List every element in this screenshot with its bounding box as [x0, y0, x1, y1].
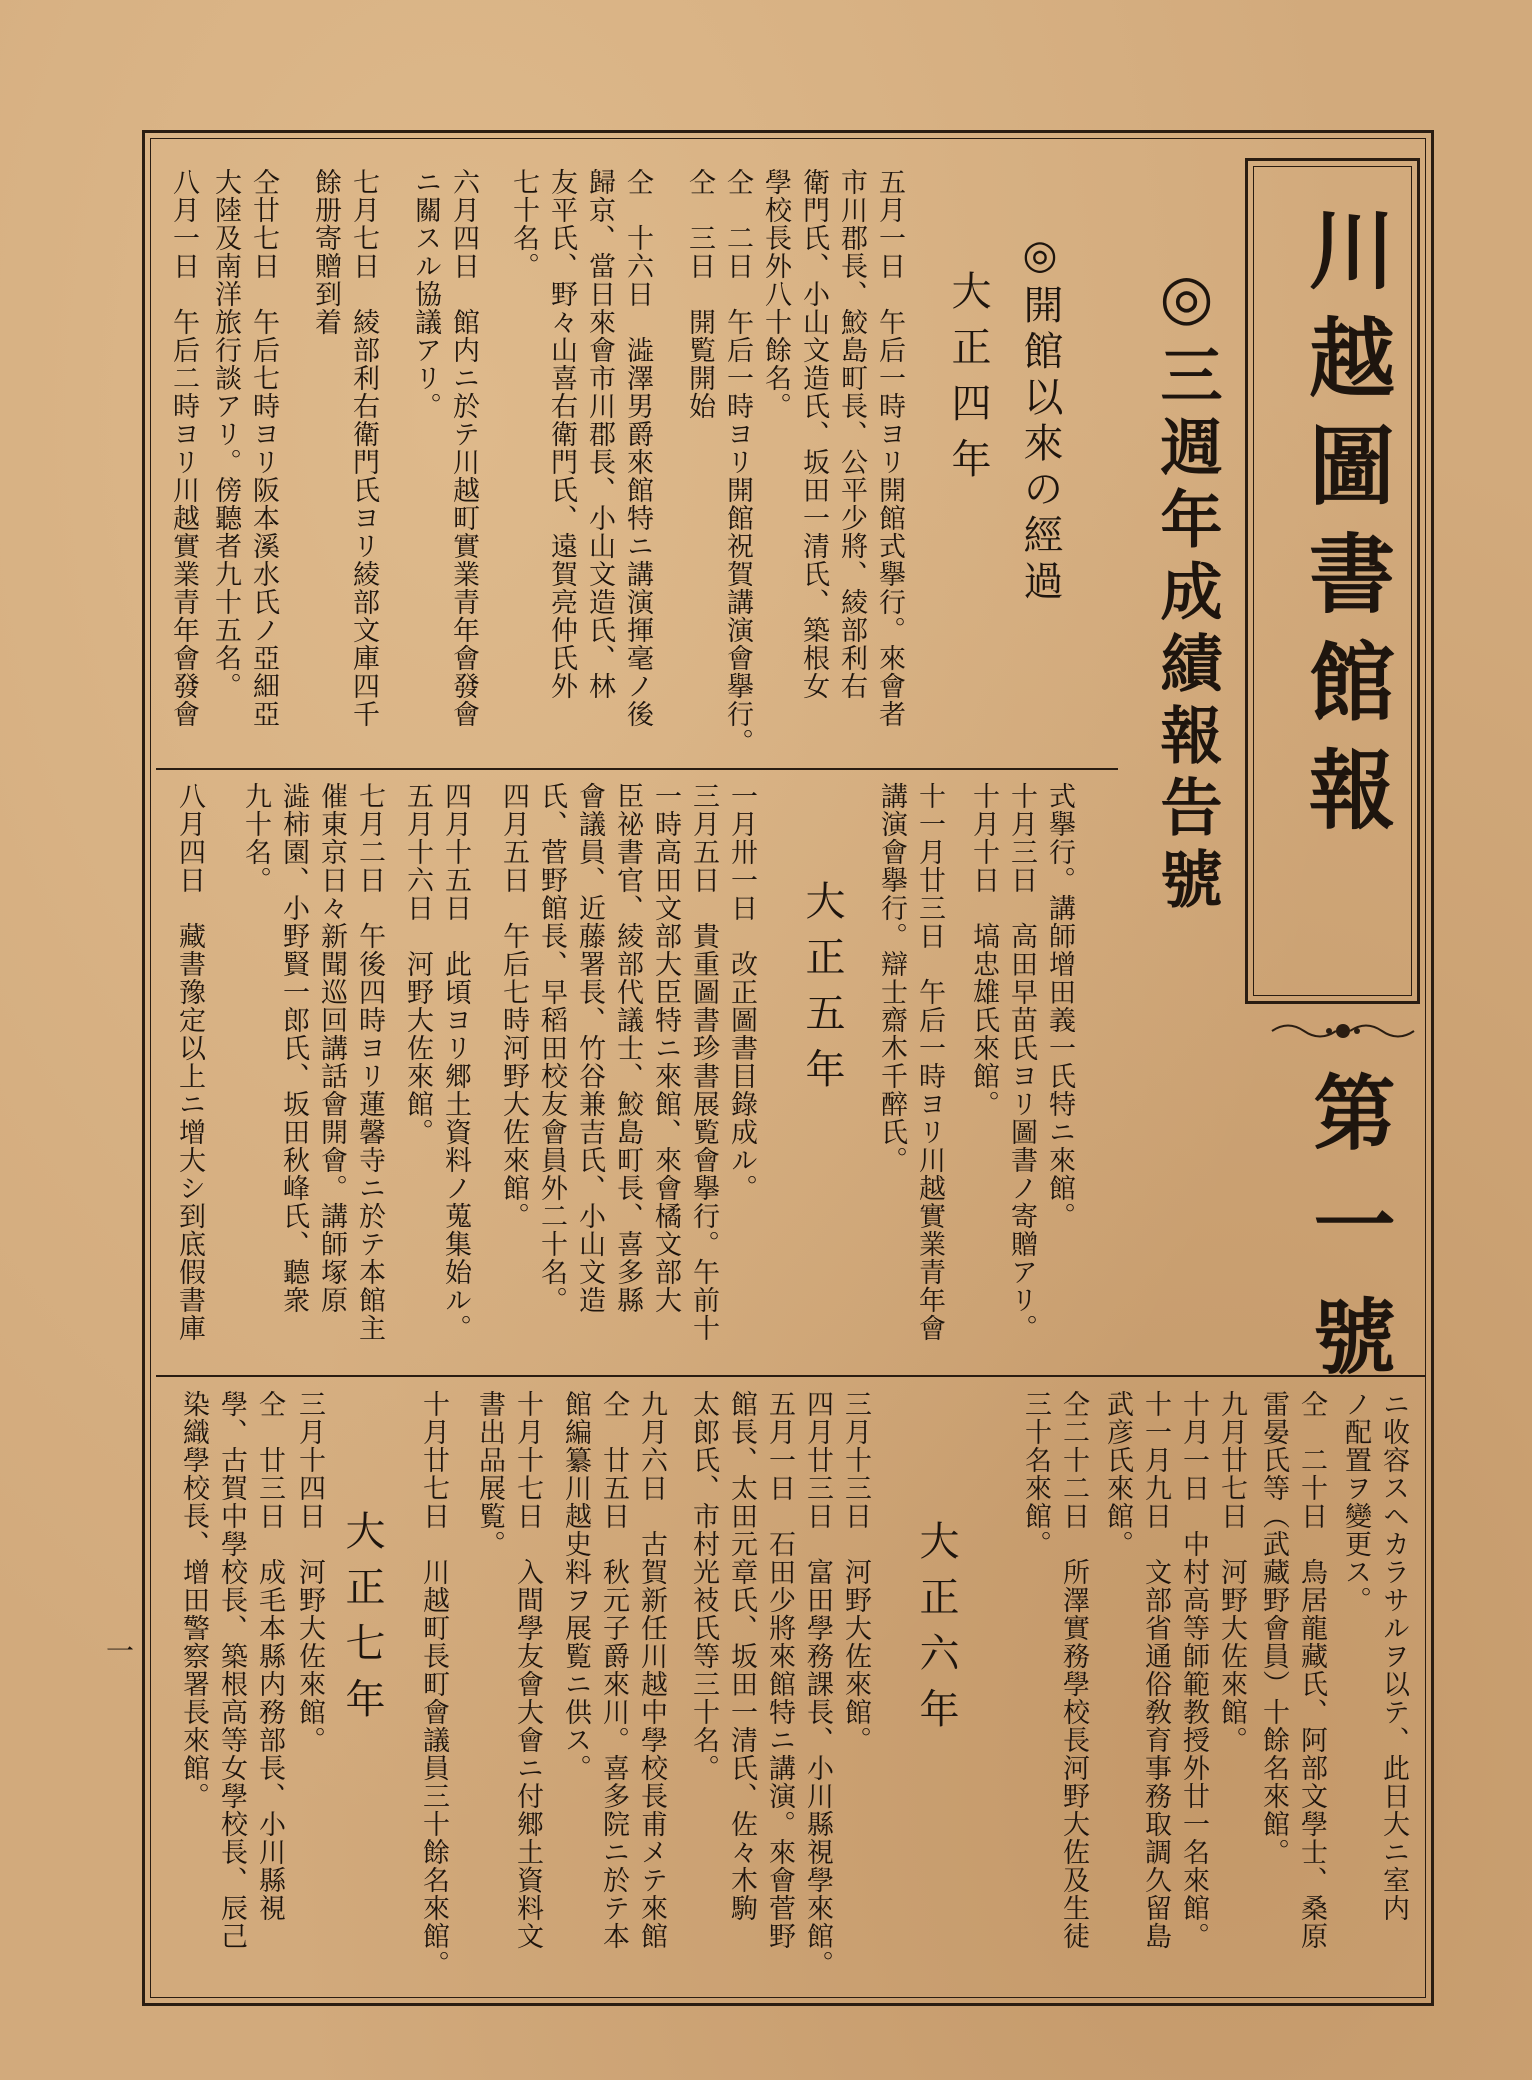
- entry-line: 學校長外八十餘名。: [760, 168, 791, 420]
- entry-line: 三十名來館。: [1020, 1390, 1051, 1558]
- divider-lower: [156, 1375, 1426, 1377]
- entry-line: 九十名。: [240, 782, 271, 894]
- entry-line: 八月一日 午后二時ヨリ川越實業青年會發會: [168, 168, 199, 728]
- entry-line: 仝二十二日 所澤實務學校長河野大佐及生徒: [1058, 1390, 1089, 1950]
- entry-line: 衛門氏、小山文造氏、坂田一清氏、築根女: [798, 168, 829, 700]
- entry-line: 大陸及南洋旅行談アリ。傍聽者九十五名。: [210, 168, 241, 700]
- entry-line: 臣祕書官、綾部代議士、鮫島町長、喜多縣: [612, 782, 643, 1314]
- entry-line: 六月四日 館内ニ於テ川越町實業青年會發會: [448, 168, 479, 728]
- entry-line: 仝 廿三日 成毛本縣内務部長、小川縣視: [254, 1390, 285, 1922]
- entry-line: 雷晏氏等（武藏野會員）十餘名來館。: [1258, 1390, 1289, 1866]
- entry-line: 三月十四日 河野大佐來館。: [294, 1390, 325, 1754]
- entry-line: 書出品展覧。: [474, 1390, 505, 1558]
- entry-line: 十一月九日 文部省通俗敎育事務取調久留島: [1140, 1390, 1171, 1950]
- entry-line: 九月廿七日 河野大佐來館。: [1216, 1390, 1247, 1754]
- ornament-divider: [1268, 1018, 1418, 1044]
- entry-line: 講演會擧行。辯士齋木千醉氏。: [876, 782, 907, 1174]
- entry-line: 五月一日 石田少將來館特ニ講演。來會菅野: [764, 1390, 795, 1950]
- entry-line: ニ收容スヘカラサルヲ以テ、此日大ニ室内: [1378, 1390, 1409, 1922]
- entry-line: 仝 三日 開覧開始: [684, 168, 715, 420]
- entry-line: 餘册寄贈到着: [310, 168, 341, 336]
- entry-line: 太郎氏、市村光衼氏等三十名。: [688, 1390, 719, 1782]
- year-heading-taisho-4: 大正四年: [945, 270, 991, 494]
- year-heading-taisho-5: 大正五年: [799, 880, 845, 1104]
- entry-line: 歸京、當日來會市川郡長、小山文造氏、林: [584, 168, 615, 700]
- entry-line: 市川郡長、鮫島町長、公平少將、綾部利右: [836, 168, 867, 700]
- entry-line: 式擧行。講師增田義一氏特ニ來館。: [1044, 782, 1075, 1230]
- entry-line: 催東京日々新聞巡回講話會開會。講師塚原: [316, 782, 347, 1314]
- entry-line: 仝 廿五日 秋元子爵來川。喜多院ニ於テ本: [598, 1390, 629, 1950]
- entry-line: 染織學校長、增田警察署長來館。: [178, 1390, 209, 1810]
- entry-line: 八月四日 藏書豫定以上ニ增大シ到底假書庫: [174, 782, 205, 1342]
- entry-line: 七十名。: [508, 168, 539, 280]
- divider-upper: [156, 768, 1118, 770]
- entry-line: 七月七日 綾部利右衛門氏ヨリ綾部文庫四千: [348, 168, 379, 728]
- feature-headline: ◎三週年成績報告號: [1150, 260, 1223, 919]
- entry-line: 一月卅一日 改正圖書目錄成ル。: [726, 782, 757, 1202]
- entry-line: 武彦氏來館。: [1102, 1390, 1133, 1558]
- entry-line: 三月五日 貴重圖書珍書展覧會擧行。午前十: [688, 782, 719, 1342]
- entry-line: 友平氏、野々山喜右衛門氏、遠賀亮仲氏外: [546, 168, 577, 700]
- feature-subheadline: ◎開館以來の經過: [1017, 232, 1063, 606]
- entry-line: 館長、太田元章氏、坂田一清氏、佐々木駒: [726, 1390, 757, 1922]
- entry-line: 四月廿三日 富田學務課長、小川縣視學來館。: [802, 1390, 833, 1978]
- entry-line: 仝 十六日 澁澤男爵來館特ニ講演揮毫ノ後: [622, 168, 653, 728]
- masthead-title: 川越圖書館報: [1294, 205, 1395, 853]
- entry-line: 館編纂川越史料ヲ展覧ニ供ス。: [560, 1390, 591, 1782]
- entry-line: 四月十五日 此頃ヨリ郷土資料ノ蒐集始ル。: [440, 782, 471, 1342]
- entry-line: 五月十六日 河野大佐來館。: [402, 782, 433, 1146]
- entry-line: 十月三日 高田早苗氏ヨリ圖書ノ寄贈アリ。: [1006, 782, 1037, 1342]
- entry-line: 氏、菅野館長、早稻田校友會員外二十名。: [536, 782, 567, 1314]
- entry-line: 十月一日 中村高等師範教授外廿一名來館。: [1178, 1390, 1209, 1950]
- entry-line: 九月六日 古賀新任川越中學校長甫メテ來館: [636, 1390, 667, 1950]
- entry-line: 四月五日 午后七時河野大佐來館。: [498, 782, 529, 1230]
- entry-line: 仝廿七日 午后七時ヨリ阪本溪水氏ノ亞細亞: [248, 168, 279, 728]
- year-heading-taisho-6: 大正六年: [913, 1520, 959, 1744]
- entry-line: 澁柿園、小野賢一郎氏、坂田秋峰氏、聽衆: [278, 782, 309, 1314]
- page-number: 一: [102, 1636, 135, 1664]
- entry-line: 五月一日 午后一時ヨリ開館式擧行。來會者: [874, 168, 905, 728]
- entry-line: 十月十日 塙忠雄氏來館。: [968, 782, 999, 1118]
- entry-line: 一時高田文部大臣特ニ來館、來會橘文部大: [650, 782, 681, 1314]
- entry-line: 七月二日 午後四時ヨリ蓮馨寺ニ於テ本館主: [354, 782, 385, 1342]
- entry-line: ニ關スル協議アリ。: [410, 168, 441, 420]
- entry-line: ノ配置ヲ變更ス。: [1340, 1390, 1371, 1614]
- year-heading-taisho-7: 大正七年: [339, 1510, 385, 1734]
- issue-number: 第一號: [1300, 1070, 1396, 1406]
- entry-line: 會議員、近藤署長、竹谷兼吉氏、小山文造: [574, 782, 605, 1314]
- entry-line: 十月廿七日 川越町長町會議員三十餘名來館。: [418, 1390, 449, 1978]
- entry-line: 十月十七日 入間學友會大會ニ付郷土資料文: [512, 1390, 543, 1950]
- entry-line: 三月十三日 河野大佐來館。: [840, 1390, 871, 1754]
- entry-line: 學、古賀中學校長、築根高等女學校長、辰己: [216, 1390, 247, 1950]
- entry-line: 仝 二日 午后一時ヨリ開館祝賀講演會擧行。: [722, 168, 753, 756]
- entry-line: 仝 二十日 鳥居龍藏氏、阿部文學士、桑原: [1296, 1390, 1327, 1950]
- entry-line: 十一月廿三日 午后一時ヨリ川越實業青年會: [914, 782, 945, 1342]
